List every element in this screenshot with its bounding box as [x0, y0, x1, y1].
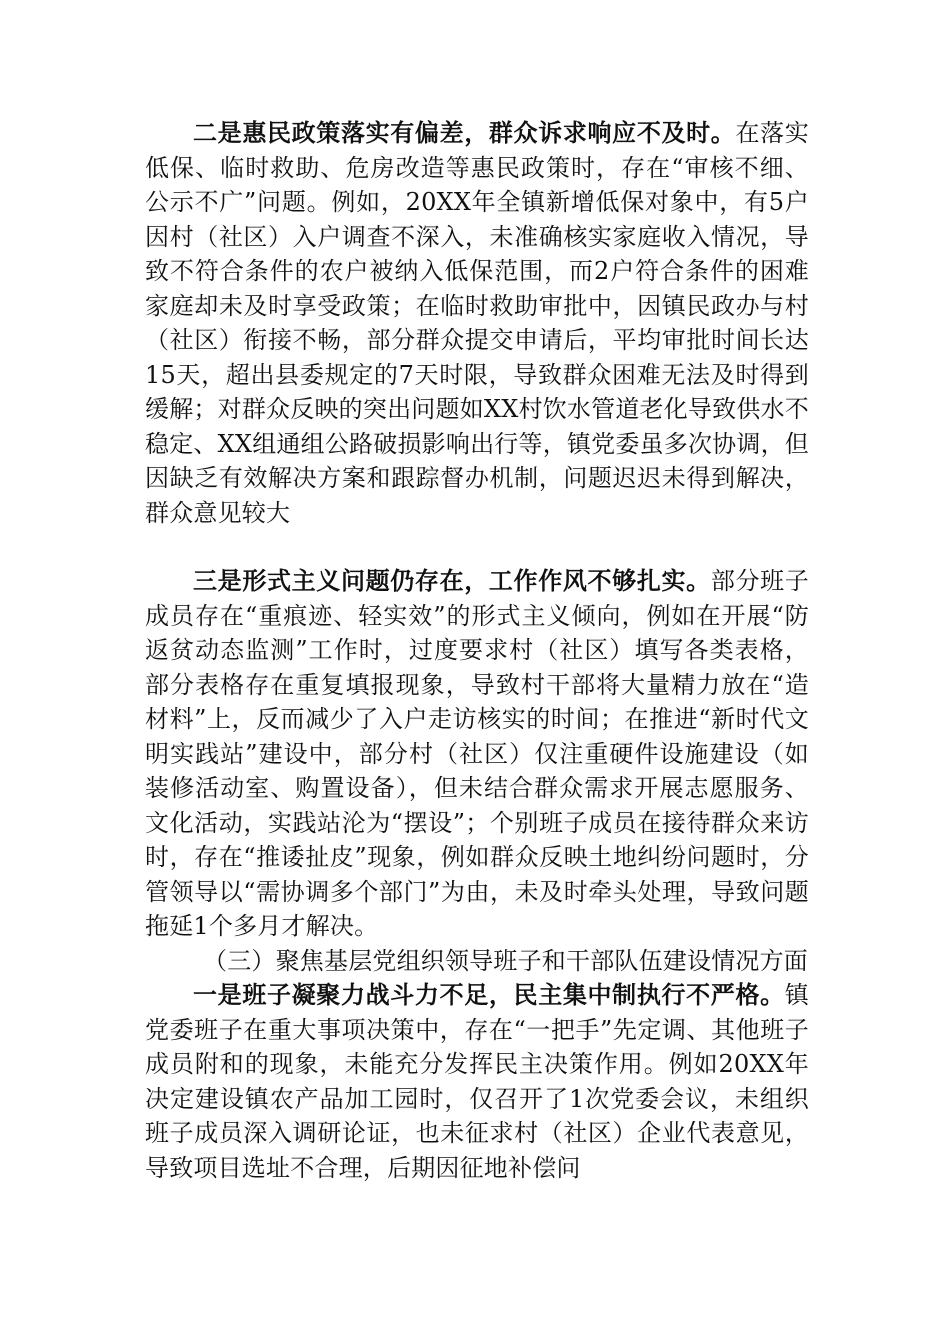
paragraph-body: 部分班子成员存在“重痕迹、轻实效”的形式主义倾向，例如在开展“防返贫动态监测”工作时，过度要求村（社区）填写各类表格，部分表格存在重复填报现象，导致村干部将大量精力放在“造材料”上，反而减少了入户走访核实的时间；在推进“新时代文明实践站”建设中，部分村（社区）仅注重硬件设施建设（如装修活动室、购置设备），但未结合群众需求开展志愿服务、文化活动，实践站沦为“摆设”；个别班子成员在接待群众来访时，存在“推诿扯皮”现象，例如群众反映土地纠纷问题时，分管领导以“需协调多个部门”为由，未及时牵头处理，导致问题拖延1个多月才解决。 — [145, 567, 809, 940]
section-heading: （三）聚焦基层党组织领导班子和干部队伍建设情况方面 — [203, 946, 808, 975]
paragraph-leadership-cohesion — [145, 978, 809, 1185]
paragraph-body: 在落实低保、临时救助、危房改造等惠民政策时，存在“审核不细、公示不广”问题。例如，20XX年全镇新增低保对象中，有5户因村（社区）入户调查不深入，未准确核实家庭收入情况，导致不符合条件的农户被纳入低保范围，而2户符合条件的困难家庭却未及时享受政策；在临时救助审批中，因镇民政办与村（社区）衔接不畅，部分群众提交申请后，平均审批时间长达15天，超出县委规定的7天时限，导致群众困难无法及时得到缓解；对群众反映的突出问题如XX村饮水管道老化导致供水不稳定、XX组通组公路破损影响出行等，镇党委虽多次协调，但因缺乏有效解决方案和跟踪督办机制，问题迟迟未得到解决，群众意见较大 — [145, 119, 809, 527]
paragraph-lead: 三是形式主义问题仍存在，工作作风不够扎实。 — [193, 566, 711, 595]
paragraph-lead: 一是班子凝聚力战斗力不足，民主集中制执行不严格。 — [193, 980, 785, 1009]
paragraph-policy-implementation — [145, 116, 809, 530]
paragraph-lead: 二是惠民政策落实有偏差，群众诉求响应不及时。 — [193, 118, 736, 147]
paragraph-formalism — [145, 564, 809, 944]
document-body — [145, 116, 809, 1185]
paragraph-body: 镇党委班子在重大事项决策中，存在“一把手”先定调、其他班子成员附和的现象，未能充分发挥民主决策作用。例如20XX年决定建设镇农产品加工园时，仅召开了1次党委会议，未组织班子成员深入调研论证，也未征求村（社区）企业代表意见，导致项目选址不合理，后期因征地补偿问 — [145, 981, 809, 1182]
